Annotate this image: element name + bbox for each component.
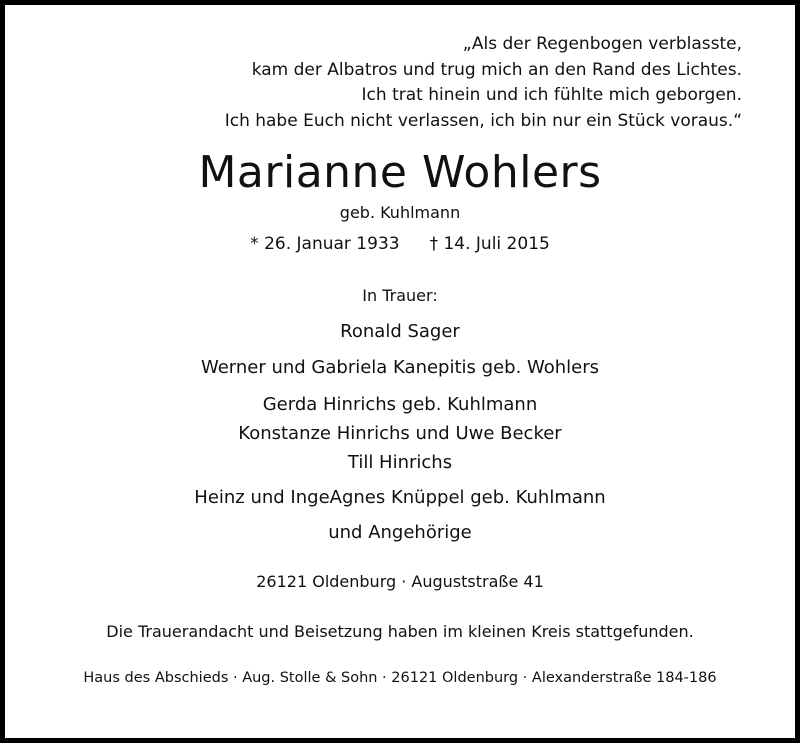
mourner-name: Till Hinrichs [347, 452, 453, 473]
family-address: 26121 Oldenburg · Auguststraße 41 [256, 572, 544, 591]
quote-line: kam der Albatros und trug mich an den Rand des Lichtes. [251, 59, 742, 80]
death-date: † 14. Juli 2015 [429, 234, 550, 254]
quote-block [225, 32, 742, 134]
maiden-name: geb. Kuhlmann [339, 203, 461, 222]
quote-line: Ich habe Euch nicht verlassen, ich bin nur ein Stück voraus.“ [224, 110, 742, 131]
deceased-name: Marianne Wohlers [198, 147, 602, 198]
mourners-heading: In Trauer: [362, 286, 438, 305]
funeral-home-footer: Haus des Abschieds · Aug. Stolle & Sohn · 26121 Oldenburg · Alexanderstraße 184-186 [83, 670, 717, 686]
mourner-name: und Angehörige [328, 522, 472, 543]
ceremony-notice: Die Trauerandacht und Beisetzung haben im kleinen Kreis stattgefunden. [106, 622, 694, 641]
quote-line: „Als der Regenbogen verblasste, [462, 34, 742, 54]
mourner-name: Heinz und IngeAgnes Knüppel geb. Kuhlmann [194, 487, 606, 508]
mourner-name: Ronald Sager [340, 321, 460, 342]
quote-line: Ich trat hinein und ich fühlte mich geborgen. [361, 85, 742, 105]
birth-date: * 26. Januar 1933 [250, 234, 400, 254]
mourner-name: Gerda Hinrichs geb. Kuhlmann [262, 394, 538, 415]
mourner-name: Konstanze Hinrichs und Uwe Becker [238, 423, 562, 444]
life-dates [0, 234, 800, 254]
mourner-name: Werner und Gabriela Kanepitis geb. Wohlers [200, 357, 600, 378]
